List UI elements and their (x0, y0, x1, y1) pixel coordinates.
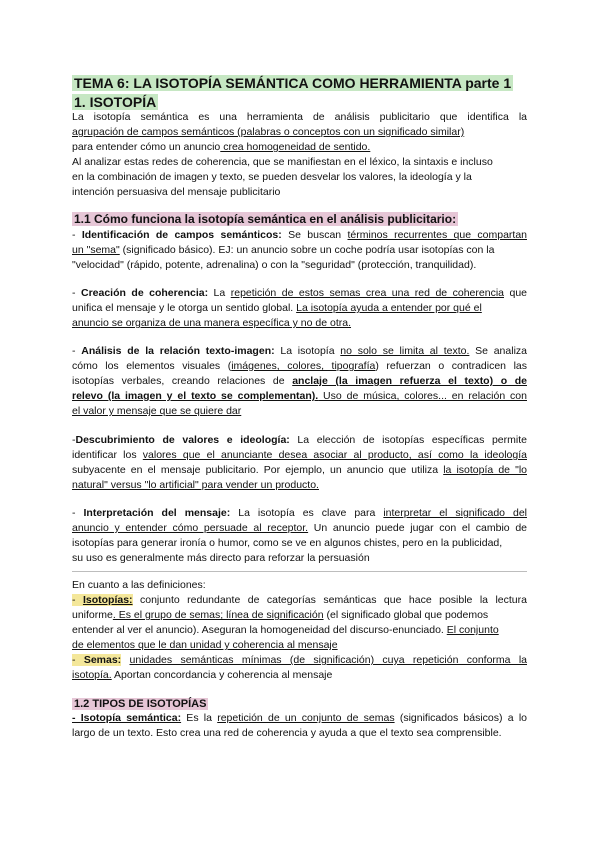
item2-underline-3: anuncio se organiza de una manera específica y no de otra. (72, 317, 352, 329)
item2-text-3: unifica el mensaje y le otorga un sentido global. (72, 302, 297, 314)
item4-line-3 (72, 463, 527, 478)
defs-sem-line-2 (72, 668, 527, 683)
document-title: TEMA 6: LA ISOTOPÍA SEMÁNTICA COMO HERRAMIENTA parte 1 (74, 75, 512, 91)
item1-term: Identificación de campos semánticos: (81, 229, 282, 241)
item1-line-3: "velocidad" (rápido, potente, adrenalina) o con la "seguridad" (protección, tranquilidad). (72, 259, 477, 271)
item3-text-5: isotopías verbales, creando relaciones de (72, 375, 293, 387)
item1-line-1 (72, 228, 527, 243)
defs-iso-term: Isotopías: (82, 594, 133, 606)
item4-line-4 (72, 478, 527, 493)
item3-underline-visuals: imágenes, colores, tipografía (231, 360, 376, 372)
item3-line-3 (72, 374, 527, 389)
item4-underline-3: natural" versus "lo artificial" para vender un producto. (72, 479, 319, 491)
item2-term: Creación de coherencia: (80, 287, 209, 299)
defs-iso-line-3 (72, 623, 527, 638)
item5-underline-2: anuncio y entender cómo persuade al receptor. (72, 522, 309, 534)
item5-text: La isotopía es clave para (230, 507, 384, 519)
p1-underline-homogeneity: crea homogeneidad de sentido. (220, 141, 371, 153)
defs-sem-term: Semas: (83, 654, 122, 666)
defs-sem-underline-2: isotopía. (72, 669, 112, 681)
item3-text: La isotopía (274, 345, 341, 357)
item1-text: Se buscan (281, 229, 348, 241)
p1-underline-groups: agrupación de campos semánticos (palabras o conceptos con un significado similar) (72, 126, 465, 138)
item4-text: La elección de isotopías específicas permite (289, 434, 527, 446)
item4-term: Descubrimiento de valores e ideología: (75, 434, 290, 446)
defs-iso-underline-3: de elementos que le dan unidad y coherencia al mensaje (72, 639, 338, 651)
p1-line-6: intención persuasiva del mensaje publicitario (72, 186, 281, 198)
item1-dash: - (72, 229, 82, 241)
item1-sema: un "sema" (72, 244, 120, 256)
defs-iso-line-1 (72, 593, 527, 608)
defs-intro: En cuanto a las definiciones: (72, 579, 206, 591)
item3-underline: no solo se limita al texto. (340, 345, 470, 357)
types-term: - Isotopía semántica: (72, 712, 182, 724)
p1-line-1: La isotopía semántica es una herramienta de análisis publicitario que identifica la (72, 111, 527, 123)
p1-text: para entender cómo un anuncio (72, 141, 221, 153)
item3-term: Análisis de la relación texto-imagen: (81, 345, 275, 357)
item3-line-4 (72, 389, 527, 404)
item2-text: La (208, 287, 231, 299)
item1-text-2: (significado básico). EJ: un anuncio sobre un coche podría usar isotopías con la (119, 244, 495, 256)
defs-iso-text: conjunto redundante de categorías semánticas que hace posible la lectura (132, 594, 527, 606)
p1-line-2 (72, 125, 527, 140)
item3-text-3: cómo los elementos visuales ( (72, 360, 232, 372)
section-12-heading-wrap (72, 694, 527, 712)
item5-line-1 (72, 506, 527, 521)
item5-underline: interpretar el significado del (383, 507, 527, 519)
item2-underline-2: La isotopía ayuda a entender por qué el (296, 302, 482, 314)
item3-text-4: ) refuerzan o contradicen las (375, 360, 527, 372)
item5-term: Interpretación del mensaje: (83, 507, 231, 519)
item3-anclaje: anclaje (la imagen refuerza el texto) o de (292, 375, 527, 387)
types-line-1 (72, 711, 527, 726)
item2-underline: repetición de estos semas crea una red de coherencia (230, 287, 504, 299)
item3-relevo: relevo (la imagen y el texto se complementan). (72, 390, 319, 402)
section-12-heading: 1.2 TIPOS DE ISOTOPÍAS (74, 698, 207, 710)
item3-dash: - (72, 345, 82, 357)
section-1-heading: 1. ISOTOPÍA (74, 94, 157, 110)
defs-sem-dash: - (72, 654, 84, 666)
section-11-heading-wrap (72, 210, 527, 228)
item3-line-1 (72, 344, 527, 359)
item5-dash: - (72, 507, 84, 519)
types-underline: repetición de un conjunto de semas (217, 712, 395, 724)
p1-line-5: en la combinación de imagen y texto, se pueden desvelar los valores, la ideología y la (72, 171, 472, 183)
item5-line-3: isotopías para generar ironía o humor, como se ve en algunos chistes, pero en la publicidad, (72, 537, 503, 549)
item4-dash: - (72, 434, 76, 446)
defs-sem-space (121, 654, 129, 666)
item3-text-2: Se analiza (469, 345, 527, 357)
p1-line-4: Al analizar estas redes de coherencia, que se manifiestan en el léxico, la sintaxis e incluso (72, 156, 493, 168)
item3-underline-value: el valor y mensaje que se quiere dar (72, 405, 242, 417)
item4-underline-2: la isotopía de "lo (443, 464, 527, 476)
item1-underline: términos recurrentes que compartan (347, 229, 527, 241)
item2-line-3 (72, 316, 527, 331)
types-text: Es la (181, 712, 218, 724)
section-11-heading: 1.1 Cómo funciona la isotopía semántica en el análisis publicitario: (74, 212, 457, 226)
item3-line-2 (72, 359, 527, 374)
defs-iso-dash: - (72, 594, 83, 606)
item5-text-2: Un anuncio puede jugar con el cambio de (308, 522, 527, 534)
item2-line-2 (72, 301, 527, 316)
section-divider (72, 571, 527, 572)
defs-iso-text-4: entender al ver el anuncio). Aseguran la homogeneidad del discurso-enunciado. (72, 624, 447, 636)
item4-text-3: subyacente en el mensaje publicitario. Por ejemplo, un anuncio que utiliza (72, 464, 444, 476)
defs-iso-line-4 (72, 638, 527, 653)
defs-sem-line-1 (72, 653, 527, 668)
defs-sem-text: Aportan concordancia y coherencia al mensaje (111, 669, 333, 681)
item2-line-1 (72, 286, 527, 301)
defs-iso-underline: . Es el grupo de semas; línea de significación (112, 609, 324, 621)
item2-dash: - (72, 287, 81, 299)
defs-iso-text-2: uniforme (72, 609, 113, 621)
item4-text-2: identificar los (72, 449, 143, 461)
item1-line-2 (72, 243, 527, 258)
item4-line-2 (72, 448, 527, 463)
document-title-wrap (72, 74, 527, 93)
item4-underline: valores que el anunciante desea asociar al producto, así como la ideología (142, 449, 527, 461)
defs-iso-line-2 (72, 608, 527, 623)
types-text-2: (significados básicos) a lo (394, 712, 527, 724)
item3-line-5 (72, 404, 527, 419)
item5-line-2 (72, 521, 527, 536)
item3-underline-music: Uso de música, colores... en relación con (318, 390, 527, 402)
types-line-2: largo de un texto. Esto crea una red de coherencia y ayuda a que el texto sea comprensible. (72, 727, 502, 739)
defs-iso-text-3: (el significado global que podemos (323, 609, 489, 621)
p1-line-3 (72, 140, 527, 155)
item5-line-4: su uso es generalmente más directo para reforzar la persuasión (72, 552, 370, 564)
item4-line-1 (72, 433, 527, 448)
defs-sem-underline: unidades semánticas mínimas (de significación) cuya repetición conforma la (129, 654, 527, 666)
defs-iso-underline-2: El conjunto (446, 624, 499, 636)
item2-text-2: que (504, 287, 527, 299)
